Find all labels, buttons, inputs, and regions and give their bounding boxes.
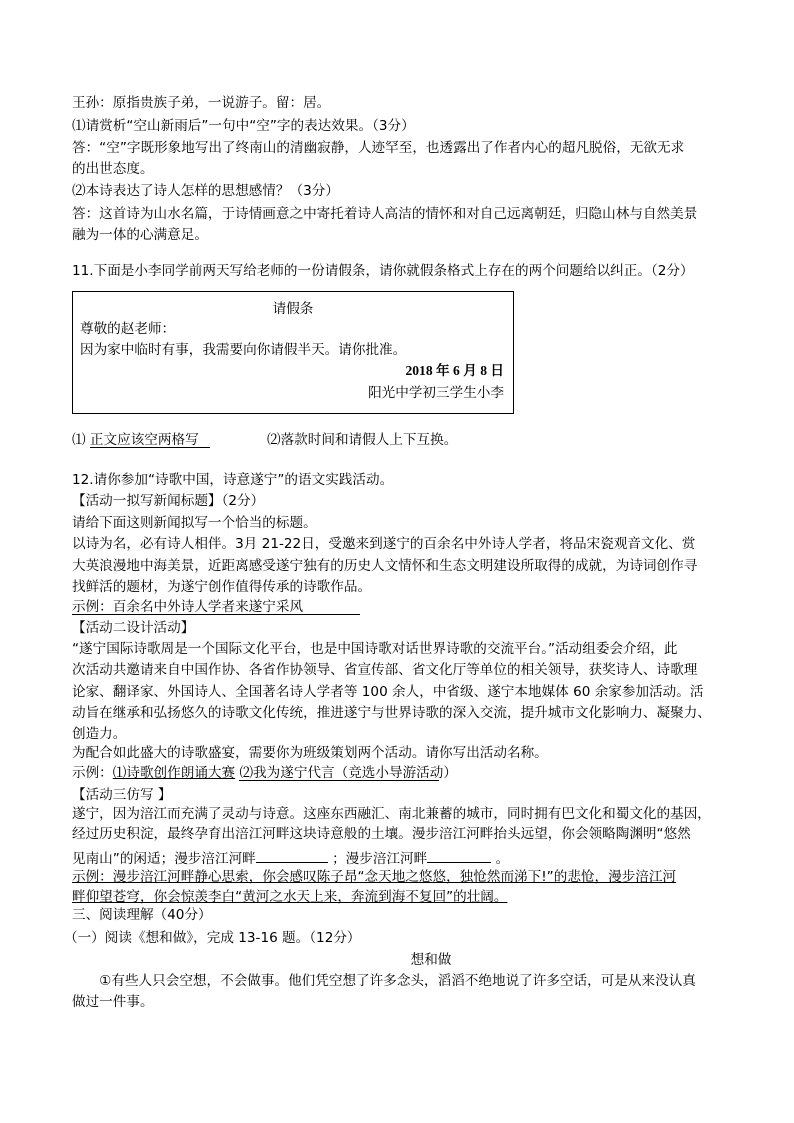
leave-note-date: 2018 年 6 月 8 日	[405, 363, 504, 378]
activity-2-line: 论家、翻译家、外国诗人、全国著名诗人学者等 100 余人，中省级、遂宁本地媒体 60 余家参加活动。活	[72, 684, 704, 700]
question-10-1: ⑴请赏析“空山新雨后”一句中“空”字的表达效果。（3分）	[72, 118, 415, 134]
leave-note-title: 请假条	[272, 301, 314, 317]
news-line: 找鲜活的题材，为遂宁创作值得传承的诗歌作品。	[72, 579, 372, 595]
activity-3-line: 遂宁，因为涪江而充满了灵动与诗意。这座东西融汇、南北兼蓄的城市，同时拥有巴文化和蜀文化的基因，	[72, 806, 711, 822]
leave-note-signature: 阳光中学初三学生小李	[368, 385, 504, 401]
essay-title: 想和做	[410, 952, 452, 968]
activity-2-title: 【活动二设计活动】	[72, 620, 195, 636]
answer-10-1-line: 答：“空”字既形象地写出了终南山的清幽寂静，人迹罕至，也透露出了作者内心的超凡脱俗，无欲无求	[72, 140, 685, 156]
news-line: 以诗为名，必有诗人相伴。3月 21-22日，受邀来到遂宁的百余名中外诗人学者，将品宋瓷观音文化、赏	[72, 536, 696, 552]
answer-11-1-text: 正文应该空两格写	[90, 433, 210, 448]
activity-3-fill-line	[72, 849, 509, 867]
fill-text: 见南山”的闲适；漫步涪江河畔	[72, 851, 256, 867]
leave-note-box	[72, 291, 514, 414]
fill-blank-2[interactable]	[427, 849, 491, 863]
example-2: ⑵我为遂宁代言（竞选小导游活动）	[239, 765, 457, 781]
activity-2-line: 次活动共邀请来自中国作协、各省作协领导、省宣传部、省文化厅等单位的相关领导，获奖诗人、诗歌理	[72, 662, 698, 678]
question-10-2: ⑵本诗表达了诗人怎样的思想感情？（3分）	[72, 183, 339, 199]
example-1: ⑴诗歌创作朗诵大赛	[112, 765, 236, 781]
example-label: 示例：	[72, 765, 113, 781]
activity-3-line: 经过历史积淀，最终孕育出涪江河畔这块诗意般的土壤。漫步涪江河畔抬头远望，你会领略陶渊明“悠然	[72, 826, 691, 842]
question-11: 11.下面是小李同学前两天写给老师的一份请假条，请你就假条格式上存在的两个问题给以纠正。（2分）	[72, 263, 694, 279]
news-line: 大英浪漫地中海美景，近距离感受遂宁独有的历史人文情怀和生态文明建设所取得的成就，为诗词创作寻	[72, 558, 698, 574]
answer-number: ⑴	[72, 432, 86, 448]
fill-text: ；漫步涪江河畔	[327, 851, 428, 867]
essay-paragraph-line: ①有些人只会空想，不会做事。他们凭空想了许多念头，滔滔不绝地说了许多空话，可是从来没认真	[72, 973, 696, 989]
activity-2-example	[72, 765, 457, 781]
activity-1-title: 【活动一拟写新闻标题】（2分）	[72, 493, 265, 509]
activity-2-line: 创造力。	[72, 726, 127, 742]
annotation: 王孙：原指贵族子弟，一说游子。留：居。	[72, 95, 331, 111]
activity-2-line: “遂宁国际诗歌周是一个国际文化平台，也是中国诗歌对话世界诗歌的交流平台。”活动组委会介绍，此	[72, 641, 678, 657]
answer-11-1	[72, 432, 210, 448]
answer-10-2-line: 融为一体的心满意足。	[72, 227, 208, 243]
answer-10-2-line: 答：这首诗为山水名篇，于诗情画意之中寄托着诗人高洁的情怀和对自己远离朝廷，归隐山林与自然美景	[72, 206, 698, 222]
activity-3-example: 示例：漫步涪江河畔静心思索，你会感叹陈子昂“念天地之悠悠，独怆然而涕下!”的悲怆，漫步涪江河	[72, 869, 677, 885]
essay-paragraph-line: 做过一件事。	[72, 994, 154, 1010]
answer-10-1-line: 的出世态度。	[72, 161, 154, 177]
leave-note-body: 因为家中临时有事，我需要向你请假半天。请你批准。	[80, 342, 407, 358]
fill-text: 。	[491, 851, 510, 867]
section-title: 三、阅读理解（40分）	[72, 907, 212, 923]
activity-2-line: 动旨在继承和弘扬悠久的诗歌文化传统，推进遂宁与世界诗歌的深入交流，提升城市文化影响力、凝聚力、	[72, 705, 711, 721]
question-12: 12.请你参加“诗歌中国，诗意遂宁”的语文实践活动。	[72, 472, 394, 488]
activity-3-title: 【活动三仿写 】	[72, 787, 172, 803]
activity-2-prompt: 为配合如此盛大的诗歌盛宴，需要你为班级策划两个活动。请你写出活动名称。	[72, 745, 548, 761]
activity-1-example: 示例：百余名中外诗人学者来遂宁采风	[72, 600, 360, 615]
subsection-title: （一）阅读《想和做》，完成 13-16 题。（12分）	[64, 930, 361, 946]
leave-note-greeting: 尊敬的赵老师：	[80, 321, 176, 337]
answer-11-2: ⑵落款时间和请假人上下互换。	[267, 432, 458, 448]
activity-3-example: 畔仰望苍穹，你会惊羡李白“黄河之水天上来，奔流到海不复回”的壮阔。	[72, 889, 508, 905]
activity-1-prompt: 请给下面这则新闻拟写一个恰当的标题。	[72, 515, 317, 531]
fill-blank-1[interactable]	[256, 849, 328, 863]
